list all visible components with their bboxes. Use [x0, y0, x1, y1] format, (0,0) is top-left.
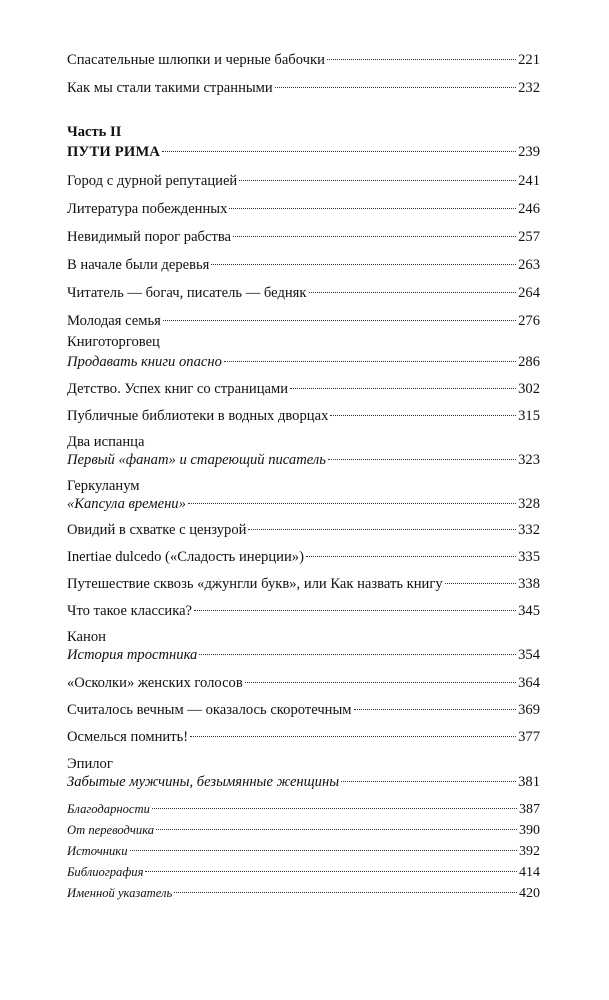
leader-dots — [327, 59, 516, 60]
entry-title: Читатель — богач, писатель — бедняк — [67, 285, 307, 301]
toc-entry[interactable] — [67, 494, 540, 514]
toc-entry[interactable] — [67, 352, 540, 372]
leader-dots — [162, 151, 516, 152]
entry-title: Спасательные шлюпки и черные бабочки — [67, 52, 325, 68]
toc-entry[interactable] — [67, 772, 540, 792]
page-number: 246 — [518, 201, 540, 217]
entry-title: Литература побежденных — [67, 201, 228, 217]
toc-entry[interactable] — [67, 50, 540, 70]
toc-entry[interactable] — [67, 199, 540, 219]
entry-title: Считалось вечным — оказалось скоротечным — [67, 702, 352, 718]
part-title: ПУТИ РИМА — [67, 144, 161, 160]
part-title-entry[interactable] — [67, 142, 540, 162]
entry-title: Как мы стали такими странными — [67, 80, 273, 96]
leader-dots — [188, 503, 516, 504]
toc-entry-back-matter[interactable] — [67, 883, 540, 903]
toc-entry[interactable] — [67, 645, 540, 665]
page-number: 241 — [518, 173, 540, 189]
page-number: 369 — [518, 702, 540, 718]
leader-dots — [130, 850, 518, 851]
toc-entry-back-matter[interactable] — [67, 820, 540, 840]
page-number: 420 — [519, 886, 540, 901]
entry-title: Осмелься помнить! — [67, 729, 189, 745]
entry-heading-row — [67, 627, 540, 647]
page-number: 315 — [518, 408, 540, 424]
entry-title: Что такое классика? — [67, 603, 193, 619]
entry-title: Благодарности — [67, 802, 150, 816]
entry-title: Детство. Успех книг со страницами — [67, 381, 289, 397]
page-number: 264 — [518, 285, 540, 301]
page-number: 221 — [518, 52, 540, 68]
entry-subtitle: Продавать книги опасно — [67, 354, 222, 370]
entry-title: Источники — [67, 844, 128, 858]
leader-dots — [309, 292, 517, 293]
entry-title: Библиография — [67, 865, 144, 879]
entry-title: Именной указатель — [67, 886, 173, 900]
page-number: 390 — [519, 823, 540, 838]
entry-title: Город с дурной репутацией — [67, 173, 238, 189]
page-number: 377 — [518, 729, 540, 745]
page-number: 328 — [518, 496, 540, 512]
toc-entry[interactable] — [67, 311, 540, 331]
toc-entry[interactable] — [67, 520, 540, 540]
entry-subtitle: Первый «фанат» и стареющий писатель — [67, 452, 326, 468]
leader-dots — [229, 208, 516, 209]
page-number: 263 — [518, 257, 540, 273]
page-number: 257 — [518, 229, 540, 245]
entry-heading: Два испанца — [67, 434, 145, 450]
entry-heading-row — [67, 476, 540, 496]
page-number: 354 — [518, 647, 540, 663]
page-number: 286 — [518, 354, 540, 370]
toc-entry[interactable] — [67, 547, 540, 567]
entry-subtitle: Забытые мужчины, безымянные женщины — [67, 774, 340, 790]
entry-title: От переводчика — [67, 823, 155, 837]
entry-title: Путешествие сквозь «джунгли букв», или Как назвать книгу — [67, 576, 443, 592]
entry-title: «Осколки» женских голосов — [67, 675, 243, 691]
leader-dots — [174, 892, 517, 893]
leader-dots — [275, 87, 516, 88]
leader-dots — [248, 529, 516, 530]
entry-heading: Книготорговец — [67, 334, 160, 350]
page-number: 364 — [518, 675, 540, 691]
entry-subtitle: История тростника — [67, 647, 198, 663]
leader-dots — [194, 610, 516, 611]
toc-entry-back-matter[interactable] — [67, 862, 540, 882]
leader-dots — [330, 415, 516, 416]
page-number: 387 — [519, 802, 540, 817]
part-label: Часть II — [67, 124, 122, 140]
page-number: 323 — [518, 452, 540, 468]
toc-entry-back-matter[interactable] — [67, 799, 540, 819]
leader-dots — [224, 361, 516, 362]
toc-entry[interactable] — [67, 283, 540, 303]
toc-entry-back-matter[interactable] — [67, 841, 540, 861]
toc-entry[interactable] — [67, 574, 540, 594]
toc-entry[interactable] — [67, 78, 540, 98]
toc-entry[interactable] — [67, 673, 540, 693]
page-number: 276 — [518, 313, 540, 329]
leader-dots — [341, 781, 516, 782]
toc-entry[interactable] — [67, 406, 540, 426]
leader-dots — [152, 808, 517, 809]
entry-heading: Эпилог — [67, 756, 113, 772]
entry-title: Овидий в схватке с цензурой — [67, 522, 247, 538]
toc-entry[interactable] — [67, 727, 540, 747]
toc-entry[interactable] — [67, 450, 540, 470]
leader-dots — [239, 180, 516, 181]
page-number: 345 — [518, 603, 540, 619]
toc-entry[interactable] — [67, 255, 540, 275]
leader-dots — [199, 654, 516, 655]
page-number: 338 — [518, 576, 540, 592]
leader-dots — [211, 264, 516, 265]
toc-entry[interactable] — [67, 171, 540, 191]
toc-entry[interactable] — [67, 227, 540, 247]
leader-dots — [306, 556, 516, 557]
entry-title: Inertiae dulcedo («Сладость инерции») — [67, 549, 304, 565]
leader-dots — [233, 236, 516, 237]
toc-entry[interactable] — [67, 601, 540, 621]
page-number: 392 — [519, 844, 540, 859]
entry-heading: Геркуланум — [67, 478, 140, 494]
entry-title: Невидимый порог рабства — [67, 229, 232, 245]
page-number: 239 — [518, 144, 540, 160]
page-number: 381 — [518, 774, 540, 790]
page-number: 232 — [518, 80, 540, 96]
page-number: 335 — [518, 549, 540, 565]
entry-heading-row — [67, 432, 540, 452]
leader-dots — [354, 709, 517, 710]
toc-entry[interactable] — [67, 379, 540, 399]
leader-dots — [445, 583, 516, 584]
toc-entry[interactable] — [67, 700, 540, 720]
page-number: 414 — [519, 865, 540, 880]
leader-dots — [245, 682, 516, 683]
entry-heading: Канон — [67, 629, 106, 645]
leader-dots — [163, 320, 516, 321]
leader-dots — [328, 459, 516, 460]
page-number: 302 — [518, 381, 540, 397]
part-label-row — [67, 122, 540, 142]
leader-dots — [190, 736, 516, 737]
entry-subtitle: «Капсула времени» — [67, 496, 186, 512]
entry-title: В начале были деревья — [67, 257, 210, 273]
leader-dots — [145, 871, 517, 872]
entry-title: Молодая семья — [67, 313, 161, 329]
leader-dots — [290, 388, 516, 389]
leader-dots — [156, 829, 517, 830]
entry-heading-row — [67, 332, 540, 352]
entry-heading-row — [67, 754, 540, 774]
entry-title: Публичные библиотеки в водных дворцах — [67, 408, 329, 424]
page-number: 332 — [518, 522, 540, 538]
